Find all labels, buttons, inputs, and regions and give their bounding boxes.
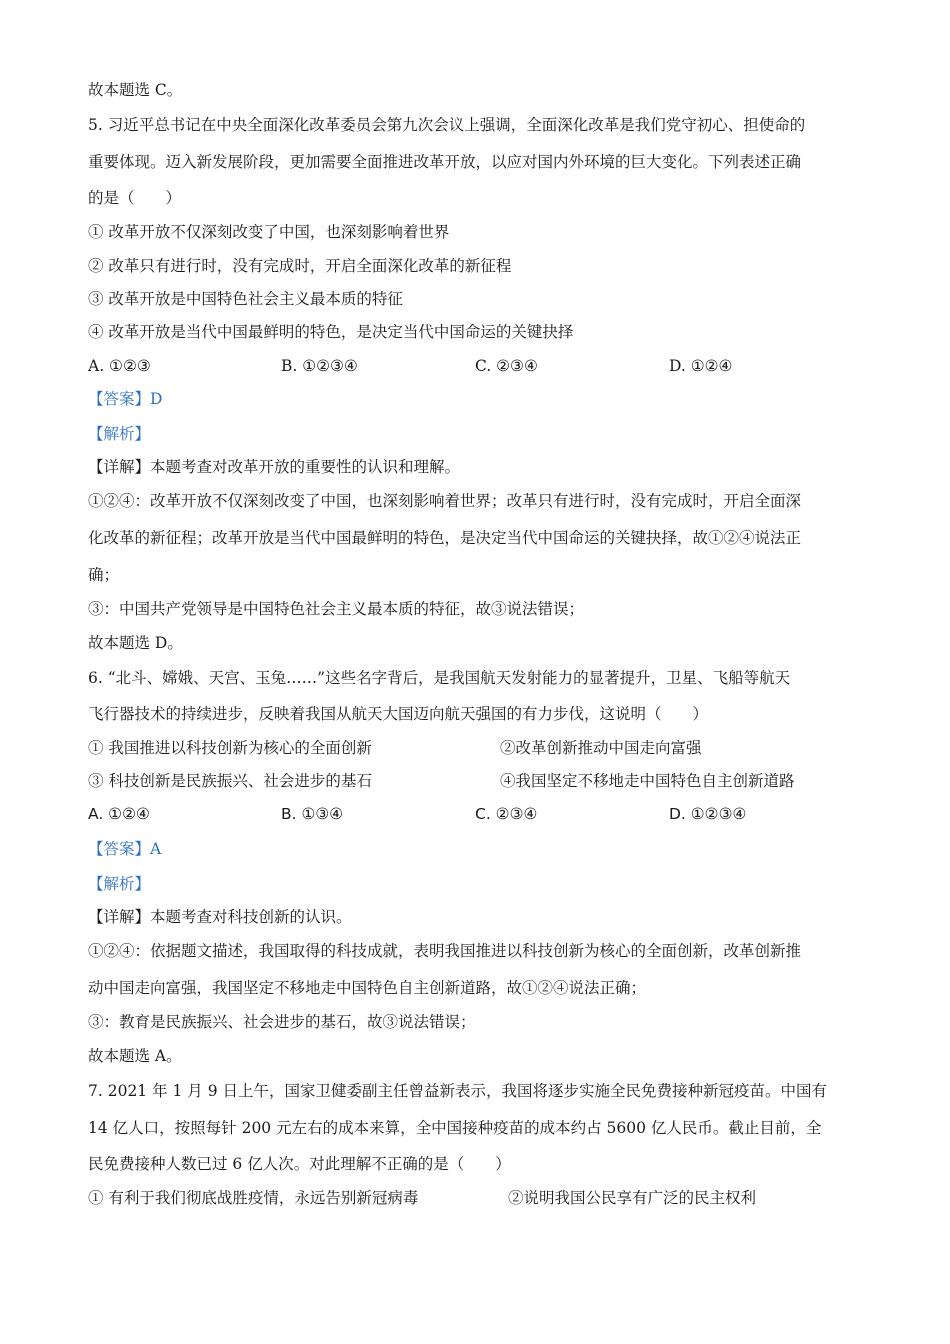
q5-statement-4: ④ 改革开放是当代中国最鲜明的特色，是决定当代中国命运的关键抉择 [88, 323, 574, 341]
q6-detail: 【详解】本题考查对科技创新的认识。 [88, 908, 352, 926]
q5-statement-1: ① 改革开放不仅深刻改变了中国，也深刻影响着世界 [88, 223, 450, 241]
q5-option-d: D. ①②④ [669, 357, 733, 375]
q6-option-a: A. ①②④ [88, 805, 150, 823]
q5-conclusion: 故本题选 D。 [88, 634, 183, 652]
q5-statement-3: ③ 改革开放是中国特色社会主义最本质的特征 [88, 290, 403, 308]
q6-stem-line-1: 6. “北斗、嫦娥、天宫、玉兔……”这些名字背后，是我国航天发射能力的显著提升，卫星、飞船等航天 [88, 669, 791, 687]
q5-statement-2: ② 改革只有进行时，没有完成时，开启全面深化改革的新征程 [88, 257, 512, 275]
q5-explain-3: 确； [88, 566, 120, 584]
q6-option-c: C. ②③④ [475, 805, 538, 823]
q5-stem-line-2: 重要体现。迈入新发展阶段，更加需要全面推进改革开放，以应对国内外环境的巨大变化。下列表述正确 [88, 153, 802, 171]
q5-option-c: C. ②③④ [475, 357, 538, 375]
q6-statement-2: ②改革创新推动中国走向富强 [500, 739, 702, 757]
q7-stem-line-2: 14 亿人口，按照每针 200 元左右的成本来算，全中国接种疫苗的成本约占 5600 亿人民币。截止目前，全 [88, 1119, 822, 1137]
q7-stem-line-3: 民免费接种人数已过 6 亿人次。对此理解不正确的是（ ） [88, 1155, 511, 1173]
q5-explain-1: ①②④：改革开放不仅深刻改变了中国，也深刻影响着世界；改革只有进行时，没有完成时，开启全面深 [88, 492, 802, 510]
q6-conclusion: 故本题选 A。 [88, 1047, 182, 1065]
q5-option-b: B. ①②③④ [281, 357, 358, 375]
q6-explain-2: 动中国走向富强，我国坚定不移地走中国特色自主创新道路，故①②④说法正确； [88, 979, 647, 997]
q6-statement-4: ④我国坚定不移地走中国特色自主创新道路 [500, 772, 795, 790]
q7-statement-2: ②说明我国公民享有广泛的民主权利 [508, 1189, 757, 1207]
q6-statement-1: ① 我国推进以科技创新为核心的全面创新 [88, 739, 372, 757]
q6-stem-line-2: 飞行器技术的持续进步，反映着我国从航天大国迈向航天强国的有力步伐，这说明（ ） [88, 705, 709, 723]
q5-analysis-label: 【解析】 [88, 425, 151, 443]
q5-explain-2: 化改革的新征程；改革开放是当代中国最鲜明的特色，是决定当代中国命运的关键抉择，故①②④说法正 [88, 529, 802, 547]
q5-option-a: A. ①②③ [88, 357, 151, 375]
q7-statement-1: ① 有利于我们彻底战胜疫情，永远告别新冠病毒 [88, 1189, 419, 1207]
q5-answer: 【答案】D [88, 390, 163, 408]
q6-option-b: B. ①③④ [281, 805, 344, 823]
q6-statement-3: ③ 科技创新是民族振兴、社会进步的基石 [88, 772, 372, 790]
q6-explain-3: ③：教育是民族振兴、社会进步的基石，故③说法错误； [88, 1013, 476, 1031]
q5-stem-line-3: 的是（ ） [88, 189, 182, 207]
q5-explain-4: ③：中国共产党领导是中国特色社会主义最本质的特征，故③说法错误； [88, 600, 585, 618]
q6-explain-1: ①②④：依据题文描述，我国取得的科技成就，表明我国推进以科技创新为核心的全面创新，改革创新推 [88, 942, 802, 960]
q7-stem-line-1: 7. 2021 年 1 月 9 日上午，国家卫健委副主任曾益新表示，我国将逐步实施全民免费接种新冠疫苗。中国有 [88, 1082, 828, 1100]
q5-stem-line-1: 5. 习近平总书记在中央全面深化改革委员会第九次会议上强调，全面深化改革是我们党守初心、担使命的 [88, 116, 806, 134]
q6-answer: 【答案】A [88, 840, 162, 858]
q4-conclusion: 故本题选 C。 [88, 81, 183, 99]
q5-detail: 【详解】本题考查对改革开放的重要性的认识和理解。 [88, 458, 461, 476]
q6-analysis-label: 【解析】 [88, 875, 151, 893]
q6-option-d: D. ①②③④ [669, 805, 747, 823]
